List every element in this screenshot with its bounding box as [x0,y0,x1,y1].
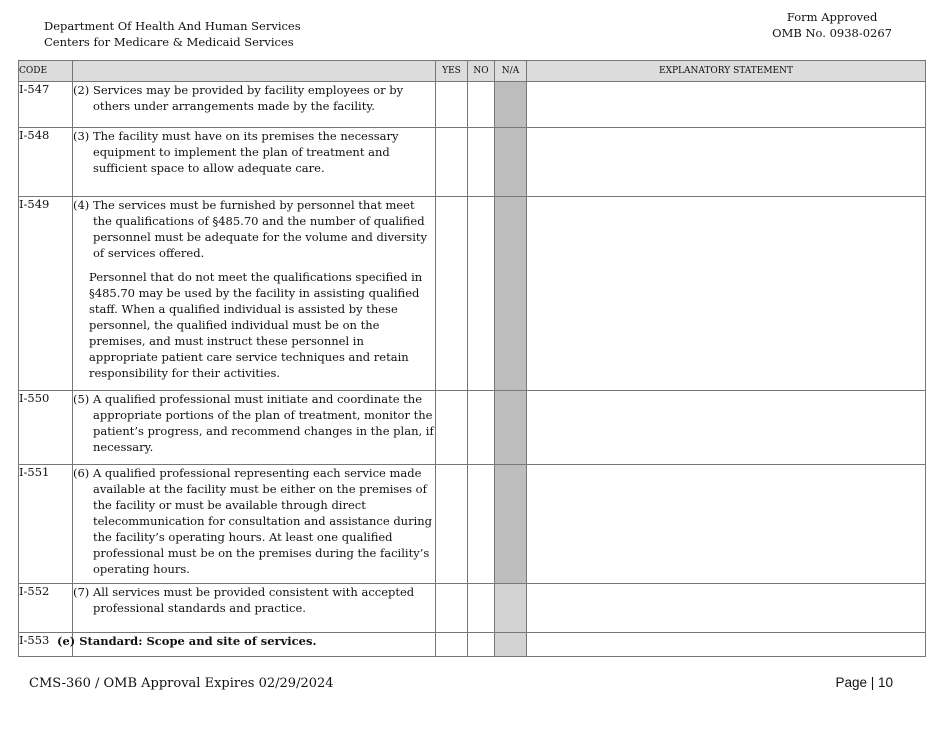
form-approved-label: Form Approved [786,10,878,24]
table-row [19,128,926,197]
requirement-cell [73,197,436,391]
table-row [19,197,926,391]
requirement-cell [73,584,436,633]
row-code: I-548 [19,128,73,197]
table-row [19,82,926,128]
na-cell[interactable] [495,128,527,197]
na-cell[interactable] [495,465,527,584]
row-code: I-549 [19,197,73,391]
explanatory-cell[interactable] [527,128,926,197]
table-row [19,633,926,657]
yes-cell[interactable] [436,128,468,197]
requirement-note: Personnel that do not meet the qualifications specified in §485.70 may be used by the facility in assisting qualified staff. When a qualified individual is assisted by these personnel, the qualified individual must be on the premises, and must instruct these personnel in appropriate patient care service techniques and retain responsibility for their activities. [89,270,423,380]
row-code: I-552 [19,584,73,633]
row-code: I-547 [19,82,73,128]
row-code: I-551 [19,465,73,584]
code-column-header: CODE [19,61,73,82]
no-cell[interactable] [468,465,495,584]
requirement-cell [57,633,436,657]
yes-column-header: YES [436,61,468,82]
requirement-cell [73,465,436,584]
table-header-row [19,61,926,82]
yes-cell[interactable] [436,584,468,633]
form-identifier: CMS-360 / OMB Approval Expires 02/29/2024 [29,676,334,691]
explanatory-cell[interactable] [527,633,926,657]
agency-header [44,18,301,50]
requirement-text: (3) The facility must have on its premises the necessary equipment to implement the plan of treatment and sufficient space to allow adequate care. [73,129,399,175]
row-code: I-550 [19,391,73,465]
no-cell[interactable] [468,633,495,657]
na-cell[interactable] [495,584,527,633]
yes-cell[interactable] [436,633,468,657]
explanatory-cell[interactable] [527,584,926,633]
requirement-text: (4) The services must be furnished by personnel that meet the qualifications of §485.70 and the number of qualified personnel must be adequate for the volume and diversity of services offered. [73,198,427,260]
explanatory-cell[interactable] [527,391,926,465]
yes-cell[interactable] [436,82,468,128]
na-cell[interactable] [495,82,527,128]
no-cell[interactable] [468,584,495,633]
requirement-text: (5) A qualified professional must initiate and coordinate the appropriate portions of the plan of treatment, monitor the patient’s progress, and recommend changes in the plan, if necessary. [73,392,434,454]
yes-cell[interactable] [436,391,468,465]
na-cell[interactable] [495,197,527,391]
table-row [19,391,926,465]
omb-number: OMB No. 0938-0267 [772,26,892,40]
yes-cell[interactable] [436,197,468,391]
row-code: I-553 [19,633,73,657]
requirement-cell [73,128,436,197]
standard-heading: (e) Standard: Scope and site of services. [57,634,317,648]
centers-name: Centers for Medicare & Medicaid Services [44,35,294,49]
no-cell[interactable] [468,128,495,197]
department-name: Department Of Health And Human Services [44,19,301,33]
table-row [19,465,926,584]
explanatory-column-header: EXPLANATORY STATEMENT [527,61,926,82]
requirement-column-header [73,61,436,82]
approval-header [772,9,892,41]
no-cell[interactable] [468,82,495,128]
no-column-header: NO [468,61,495,82]
requirement-text: (7) All services must be provided consistent with accepted professional standards and practice. [73,585,415,615]
requirement-cell [73,82,436,128]
yes-cell[interactable] [436,465,468,584]
na-cell[interactable] [495,391,527,465]
requirement-text: (6) A qualified professional representing each service made available at the facility must be either on the premises of the facility or must be available through direct telecommunication for consultation and assistance during the facility’s operating hours. At least one qualified professional must be on the premises during the facility’s operating hours. [73,466,433,576]
survey-table [18,60,926,657]
requirement-text: (2) Services may be provided by facility employees or by others under arrangements made by the facility. [73,83,404,113]
table-row [19,584,926,633]
page-number: Page | 10 [835,675,893,690]
explanatory-cell[interactable] [527,82,926,128]
explanatory-cell[interactable] [527,197,926,391]
requirement-cell [73,391,436,465]
explanatory-cell[interactable] [527,465,926,584]
no-cell[interactable] [468,197,495,391]
na-column-header: N/A [495,61,527,82]
no-cell[interactable] [468,391,495,465]
na-cell[interactable] [495,633,527,657]
